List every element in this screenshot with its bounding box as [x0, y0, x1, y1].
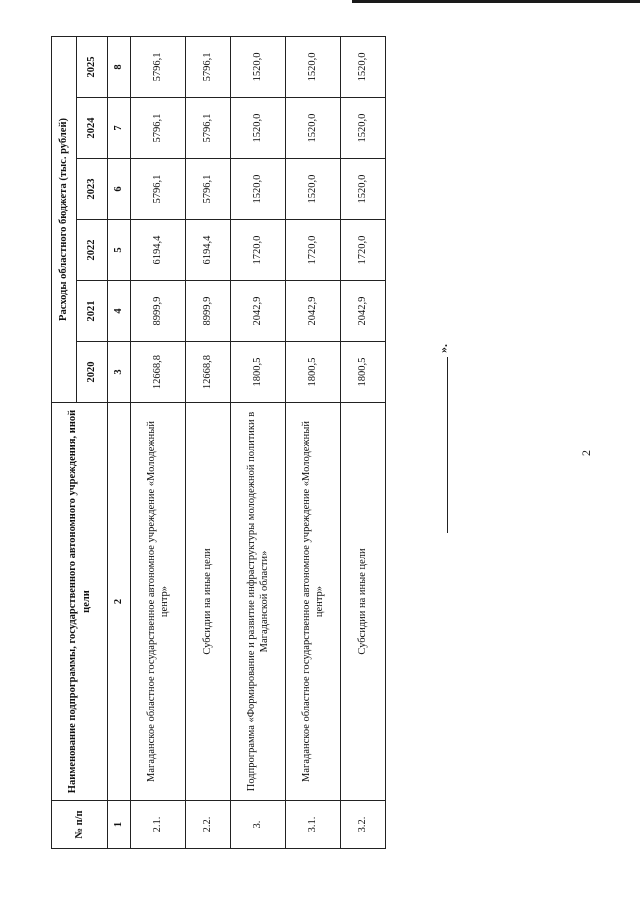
row-value: 1720,0 [286, 220, 341, 281]
row-number: 3.1. [286, 801, 341, 849]
row-value: 12668,8 [186, 342, 231, 403]
row-value: 1720,0 [341, 220, 386, 281]
row-number: 3. [231, 801, 286, 849]
row-value: 1800,5 [286, 342, 341, 403]
table-row [131, 36, 186, 848]
row-number: 3.2. [341, 801, 386, 849]
table-row [341, 36, 386, 848]
year-header: 2023 [77, 159, 108, 220]
row-value: 8999,9 [186, 281, 231, 342]
row-value: 1800,5 [341, 342, 386, 403]
row-value: 5796,1 [131, 36, 186, 97]
column-number: 3 [108, 342, 131, 403]
column-number: 4 [108, 281, 131, 342]
row-value: 1520,0 [231, 98, 286, 159]
row-value: 1520,0 [231, 159, 286, 220]
row-value: 5796,1 [131, 98, 186, 159]
row-value: 2042,9 [286, 281, 341, 342]
row-value: 1720,0 [231, 220, 286, 281]
row-name: Подпрограмма «Формирование и развитие инфраструктуры молодежной политики в Магаданской области» [231, 403, 286, 801]
row-number: 2.1. [131, 801, 186, 849]
year-header: 2021 [77, 281, 108, 342]
row-name: Магаданское областное государственное автономное учреждение «Молодежный центр» [286, 403, 341, 801]
row-value: 6194,4 [131, 220, 186, 281]
row-value: 5796,1 [131, 159, 186, 220]
year-header: 2022 [77, 220, 108, 281]
year-header: 2025 [77, 36, 108, 97]
row-value: 1520,0 [231, 36, 286, 97]
row-value: 5796,1 [186, 36, 231, 97]
row-name: Субсидии на иные цели [186, 403, 231, 801]
column-number: 5 [108, 220, 131, 281]
row-value: 2042,9 [231, 281, 286, 342]
row-value: 1520,0 [341, 36, 386, 97]
column-number: 2 [108, 403, 131, 801]
budget-header: Расходы областного бюджета (тыс. рублей) [52, 36, 77, 402]
top-rule [352, 0, 640, 3]
row-value: 1520,0 [341, 98, 386, 159]
row-value: 2042,9 [341, 281, 386, 342]
row-value: 6194,4 [186, 220, 231, 281]
row-value: 1800,5 [231, 342, 286, 403]
table-row [286, 36, 341, 848]
closing-rule [447, 357, 448, 533]
year-header: 2020 [77, 342, 108, 403]
table-row [186, 36, 231, 848]
row-value: 1520,0 [341, 159, 386, 220]
row-value: 8999,9 [131, 281, 186, 342]
row-value: 12668,8 [131, 342, 186, 403]
rotated-document-page [47, 29, 607, 877]
col-name-header: Наименование подпрограммы, государственного автономного учреждения, иной цели [52, 403, 108, 801]
row-value: 1520,0 [286, 159, 341, 220]
row-value: 5796,1 [186, 159, 231, 220]
row-value: 1520,0 [286, 98, 341, 159]
closing-quote-mark: ». [436, 344, 450, 353]
row-name: Субсидии на иные цели [341, 403, 386, 801]
table-row [231, 36, 286, 848]
col-no-header: № п/п [52, 801, 108, 849]
row-value: 1520,0 [286, 36, 341, 97]
budget-table [51, 36, 386, 849]
column-number: 7 [108, 98, 131, 159]
year-header: 2024 [77, 98, 108, 159]
column-number: 1 [108, 801, 131, 849]
row-value: 5796,1 [186, 98, 231, 159]
column-number: 8 [108, 36, 131, 97]
row-name: Магаданское областное государственное автономное учреждение «Молодежный центр» [131, 403, 186, 801]
column-number: 6 [108, 159, 131, 220]
page-number: 2 [579, 450, 593, 456]
row-number: 2.2. [186, 801, 231, 849]
